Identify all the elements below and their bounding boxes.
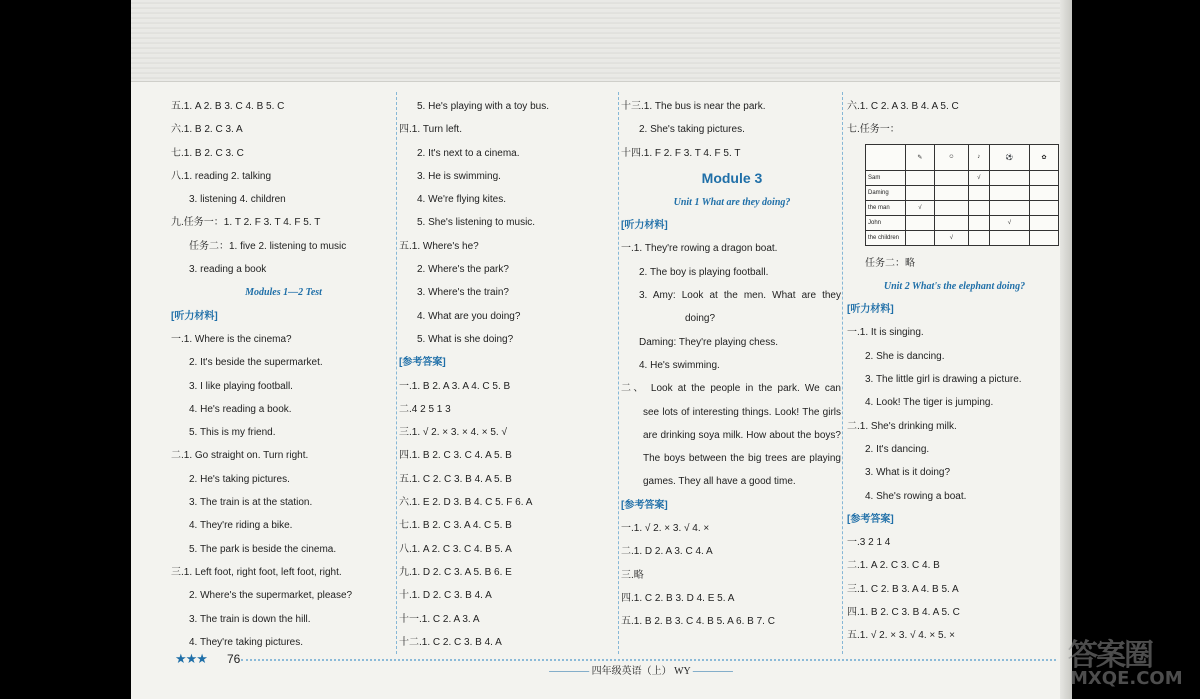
- col1-lines-a: [171, 95, 396, 281]
- answer-line: 六.1. E 2. D 3. B 4. C 5. F 6. A: [399, 497, 533, 509]
- answer-line: see lots of interesting things. Look! The girls: [643, 406, 841, 418]
- task-table-cell: [1030, 170, 1059, 185]
- task-table-cell: [969, 200, 990, 215]
- answer-line: 3. What is it doing?: [865, 467, 951, 479]
- column-divider-2: [618, 92, 619, 654]
- answer-line: are drinking soya milk. How about the boys?: [643, 429, 841, 441]
- task-table-cell: [1030, 185, 1059, 200]
- task-table-cell: [906, 170, 935, 185]
- answer-line: 3. The little girl is drawing a picture.: [865, 374, 1022, 386]
- listening-material-tag: [听力材料]: [171, 310, 218, 322]
- footer-book-title: ———— 四年级英语（上） WY ————: [491, 662, 791, 677]
- answer-page: [131, 0, 1072, 699]
- listening-material-tag: [听力材料]: [847, 304, 894, 316]
- answer-line: 五.1. A 2. B 3. C 4. B 5. C: [171, 101, 285, 112]
- answer-line: 二.1. Go straight on. Turn right.: [171, 450, 309, 462]
- difficulty-stars: ★★★: [175, 651, 207, 666]
- module-title: Module 3: [701, 169, 763, 186]
- answer-line: 5. He's playing with a toy bus.: [417, 101, 549, 112]
- answer-line: 4. What are you doing?: [417, 310, 521, 322]
- reference-answer-tag: [参考答案]: [621, 499, 668, 511]
- answer-line: 4. They're riding a bike.: [189, 520, 293, 532]
- answer-line: 5. The park is beside the cinema.: [189, 543, 337, 555]
- task-table-cell: [989, 200, 1030, 215]
- col4-lines-a: [847, 95, 1062, 142]
- activity-picture-icon: ♪: [969, 144, 990, 170]
- answer-line: 3. Where's the train?: [417, 287, 509, 299]
- answer-line: 2. It's next to a cinema.: [417, 147, 520, 159]
- col4-lines-b: [847, 321, 1062, 507]
- task-table-cell: [934, 215, 968, 230]
- answer-line: 任务二：1. five 2. listening to music: [189, 240, 347, 252]
- answer-line: 2. It's dancing.: [865, 443, 930, 455]
- col2-lines-a: [399, 95, 617, 351]
- task-table-cell: √: [989, 215, 1030, 230]
- task-table-row-name: the children: [866, 230, 906, 245]
- answer-line: 2. She is dancing.: [865, 350, 945, 362]
- task-table-cell: [906, 215, 935, 230]
- reference-answer-tag: [参考答案]: [847, 513, 894, 525]
- task-table: [865, 144, 1059, 246]
- col2-lines-b: [399, 375, 617, 655]
- answer-line: 3. I like playing football.: [189, 380, 293, 392]
- answer-line: 3. The train is down the hill.: [189, 613, 311, 625]
- task-table-cell: [906, 230, 935, 245]
- col3-lines-b: [621, 237, 843, 493]
- answer-line: 2. Where's the park?: [417, 264, 509, 276]
- site-watermark: [1068, 630, 1198, 696]
- book-title-text: 四年级英语（上） WY: [591, 666, 691, 677]
- answer-line: 五.1. C 2. C 3. B 4. A 5. B: [399, 473, 512, 485]
- activity-picture-icon: ✿: [1030, 144, 1059, 170]
- answer-line: 三.1. C 2. B 3. A 4. B 5. A: [847, 583, 959, 595]
- answer-line: 二.1. A 2. C 3. C 4. B: [847, 560, 940, 572]
- col1-lines-b: [171, 328, 396, 654]
- task-table-row-name: Sam: [866, 170, 906, 185]
- answer-line: 十一.1. C 2. A 3. A: [399, 613, 480, 625]
- section-title-modules-test: Modules 1—2 Test: [245, 287, 322, 299]
- task-table-row-name: John: [866, 215, 906, 230]
- answer-line: 三.略: [621, 569, 644, 581]
- answer-line: 3. Amy: Look at the men. What are they: [639, 290, 841, 302]
- answer-line: 九.任务一：1. T 2. F 3. T 4. F 5. T: [171, 217, 321, 229]
- answer-line: 2. It's beside the supermarket.: [189, 357, 323, 369]
- task-table-cell: [969, 230, 990, 245]
- answer-line: 九.1. D 2. C 3. A 5. B 6. E: [399, 566, 512, 578]
- answer-line: 5. This is my friend.: [189, 427, 276, 439]
- answer-line: 2. The boy is playing football.: [639, 266, 769, 278]
- answer-line: 一.1. It is singing.: [847, 327, 924, 339]
- column-divider-1: [396, 92, 397, 654]
- answer-line: 七.1. B 2. C 3. C: [171, 147, 244, 159]
- reference-answer-tag: [参考答案]: [399, 357, 446, 369]
- answer-line: 七.1. B 2. C 3. A 4. C 5. B: [399, 520, 512, 532]
- answer-line: doing?: [685, 313, 716, 325]
- activity-picture-icon: ⚽: [989, 144, 1030, 170]
- answer-line: 三.1. √ 2. × 3. × 4. × 5. √: [399, 427, 507, 439]
- answer-line: 一.1. Where is the cinema?: [171, 333, 292, 345]
- column-4: [847, 95, 1062, 655]
- task-table-cell: [969, 185, 990, 200]
- footer-rule: [241, 659, 1056, 661]
- answer-line: 4. She's rowing a boat.: [865, 490, 967, 502]
- answer-line: 六.1. C 2. A 3. B 4. A 5. C: [847, 101, 959, 112]
- task-table-cell: [969, 215, 990, 230]
- answer-line: 2. Where's the supermarket, please?: [189, 590, 353, 602]
- col3-lines-a: [621, 95, 843, 165]
- task-table-row: [866, 170, 1059, 185]
- watermark-logo-text: 答案圈: [1068, 638, 1152, 673]
- answer-line: Daming: They're playing chess.: [639, 336, 779, 348]
- task-table-cell: [934, 185, 968, 200]
- answer-line: 八.1. A 2. C 3. C 4. B 5. A: [399, 543, 512, 555]
- answer-line: 六.1. B 2. C 3. A: [171, 124, 243, 136]
- answer-line: 2. He's taking pictures.: [189, 473, 290, 485]
- answer-line: 2. She's taking pictures.: [639, 124, 745, 136]
- answer-line: 三.1. Left foot, right foot, left foot, right.: [171, 566, 342, 578]
- task-table-cell: [989, 170, 1030, 185]
- answer-line: 4. We're flying kites.: [417, 194, 506, 206]
- answer-line: 一.3 2 1 4: [847, 537, 891, 549]
- answer-line: games. They all have a good time.: [643, 476, 796, 488]
- unit-title: Unit 2 What's the elephant doing?: [883, 280, 1026, 292]
- answer-line: 5. She's listening to music.: [417, 217, 536, 229]
- task-table-header: [866, 144, 1059, 170]
- watermark-url: MXQE.COM: [1070, 668, 1183, 689]
- activity-picture-icon: ☺: [934, 144, 968, 170]
- task-table-row: [866, 185, 1059, 200]
- page-number: 76: [227, 652, 241, 666]
- column-3: [621, 95, 843, 655]
- answer-line: 五.1. B 2. B 3. C 4. B 5. A 6. B 7. C: [621, 616, 775, 628]
- task-table-cell: [906, 185, 935, 200]
- task-table-row: [866, 200, 1059, 215]
- task-table-corner: [866, 144, 906, 170]
- answer-line: 四.1. B 2. C 3. C 4. A 5. B: [399, 450, 512, 462]
- answer-line: 五.1. √ 2. × 3. √ 4. × 5. ×: [847, 630, 955, 642]
- answer-line: 5. What is she doing?: [417, 333, 514, 345]
- answer-line: 一.1. B 2. A 3. A 4. C 5. B: [399, 380, 511, 392]
- task-table-cell: [934, 170, 968, 185]
- page-top-margin: [131, 0, 1072, 82]
- column-2: [399, 95, 617, 655]
- task-table-row: [866, 215, 1059, 230]
- col3-lines-c: [621, 517, 843, 633]
- answer-line: 五.1. Where's he?: [399, 240, 479, 252]
- answer-line: 二.4 2 5 1 3: [399, 403, 451, 415]
- task-table-row-name: the man: [866, 200, 906, 215]
- task-table-cell: √: [906, 200, 935, 215]
- answer-line: 4. Look! The tiger is jumping.: [865, 397, 994, 409]
- answer-line: 3. reading a book: [189, 264, 267, 276]
- answer-line: The boys between the big trees are playing: [643, 453, 841, 465]
- activity-picture-icon: ✎: [906, 144, 935, 170]
- task-table-cell: [989, 230, 1030, 245]
- answer-line: 3. The train is at the station.: [189, 497, 313, 509]
- answer-line: 二.1. D 2. A 3. C 4. A: [621, 546, 713, 558]
- listening-material-tag: [听力材料]: [621, 220, 668, 232]
- task-table-row: [866, 230, 1059, 245]
- answer-line: 二、 Look at the people in the park. We can: [621, 383, 841, 395]
- answer-line: 四.1. C 2. B 3. D 4. E 5. A: [621, 592, 735, 604]
- answer-line: 二.1. She's drinking milk.: [847, 420, 957, 432]
- answer-line: 4. He's reading a book.: [189, 403, 292, 415]
- answer-line: 十.1. D 2. C 3. B 4. A: [399, 590, 492, 602]
- answer-line: 十二.1. C 2. C 3. B 4. A: [399, 636, 502, 648]
- answer-line: 一.1. They're rowing a dragon boat.: [621, 243, 778, 255]
- answer-line: 七.任务一：: [847, 124, 900, 136]
- task-table-cell: √: [934, 230, 968, 245]
- col4-lines-c: [847, 531, 1062, 647]
- column-1: [171, 95, 396, 655]
- answer-line: 一.1. √ 2. × 3. √ 4. ×: [621, 523, 710, 535]
- answer-line: 4. They're taking pictures.: [189, 636, 304, 648]
- task-table-cell: [1030, 200, 1059, 215]
- task-table-cell: √: [969, 170, 990, 185]
- answer-line: 四.1. B 2. C 3. B 4. A 5. C: [847, 607, 960, 619]
- answer-line: 四.1. Turn left.: [399, 124, 462, 136]
- task-table-cell: [989, 185, 1030, 200]
- task-table-row-name: Daming: [866, 185, 906, 200]
- task-two: 任务二：略: [865, 257, 915, 269]
- answer-line: 4. He's swimming.: [639, 359, 720, 371]
- task-table-cell: [1030, 215, 1059, 230]
- task-table-cell: [934, 200, 968, 215]
- answer-line: 八.1. reading 2. talking: [171, 170, 272, 182]
- answer-line: 3. He is swimming.: [417, 170, 501, 182]
- task-table-cell: [1030, 230, 1059, 245]
- answer-line: 3. listening 4. children: [189, 194, 286, 206]
- answer-line: 十四.1. F 2. F 3. T 4. F 5. T: [621, 147, 741, 159]
- answer-line: 十三.1. The bus is near the park.: [621, 101, 766, 112]
- unit-title: Unit 1 What are they doing?: [673, 196, 791, 208]
